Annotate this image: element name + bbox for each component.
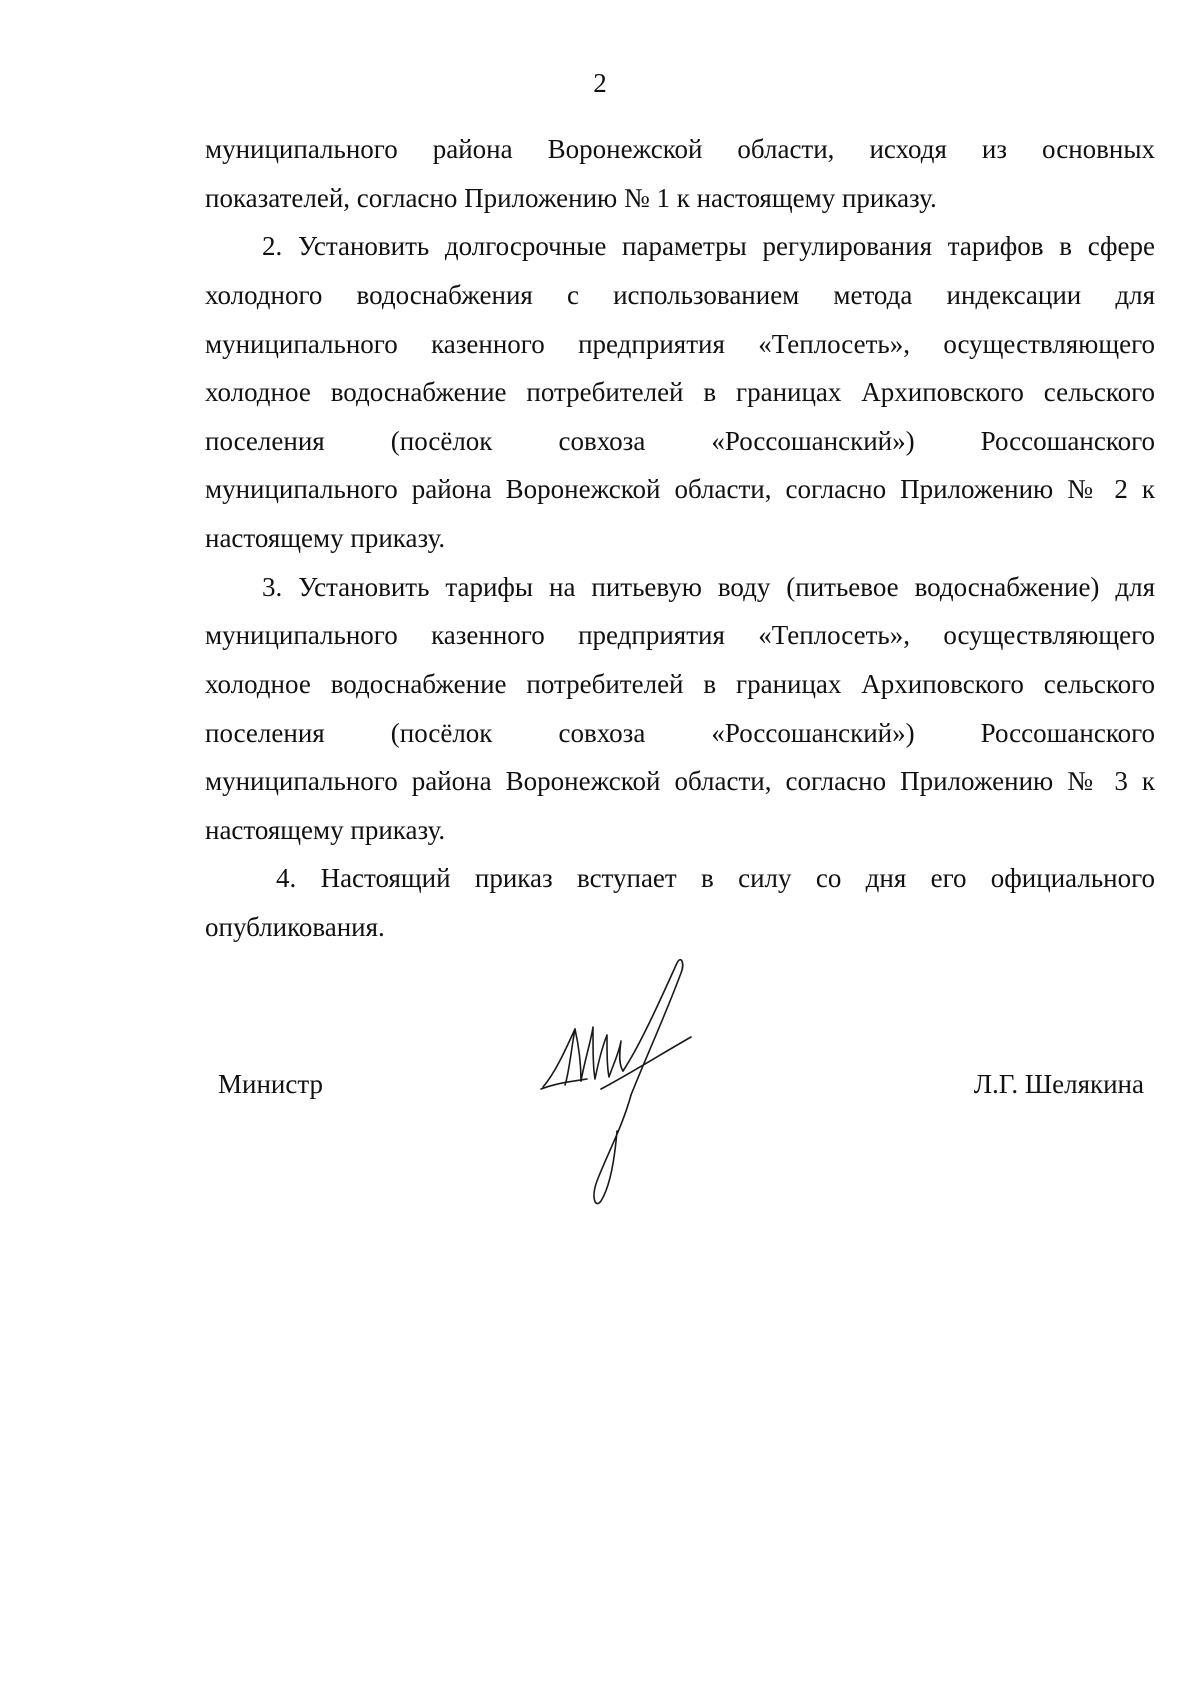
body-line: муниципального казенного предприятия «Теплосеть», осуществляющего	[205, 329, 1155, 359]
body-line: поселения (посёлок совхоза «Россошанский») Россошанского	[205, 426, 1155, 456]
body-line: муниципального района Воронежской области, согласно Приложению № 3 к	[205, 766, 1155, 796]
signatory-title: Министр	[218, 1069, 323, 1099]
body-line: холодное водоснабжение потребителей в границах Архиповского сельского	[205, 669, 1155, 699]
body-line: холодного водоснабжения с использованием метода индексации для	[205, 280, 1155, 310]
body-line: 3. Установить тарифы на питьевую воду (питьевое водоснабжение) для	[262, 572, 1155, 602]
body-line: настоящему приказу.	[205, 815, 446, 845]
signatory-name: Л.Г. Шелякина	[973, 1069, 1144, 1099]
body-line: муниципального района Воронежской области, исходя из основных	[205, 134, 1155, 164]
body-line: поселения (посёлок совхоза «Россошанский») Россошанского	[205, 718, 1155, 748]
body-line: опубликования.	[205, 912, 385, 942]
body-line: показателей, согласно Приложению № 1 к настоящему приказу.	[205, 183, 937, 213]
page-number: 2	[593, 68, 607, 98]
handwritten-signature	[535, 955, 710, 1210]
body-line: муниципального казенного предприятия «Теплосеть», осуществляющего	[205, 620, 1155, 650]
body-line: холодное водоснабжение потребителей в границах Архиповского сельского	[205, 377, 1155, 407]
body-line: 4. Настоящий приказ вступает в силу со дня его официального	[276, 863, 1155, 893]
body-line: муниципального района Воронежской области, согласно Приложению № 2 к	[205, 474, 1155, 504]
body-line: настоящему приказу.	[205, 523, 446, 553]
body-line: 2. Установить долгосрочные параметры регулирования тарифов в сфере	[262, 231, 1155, 261]
